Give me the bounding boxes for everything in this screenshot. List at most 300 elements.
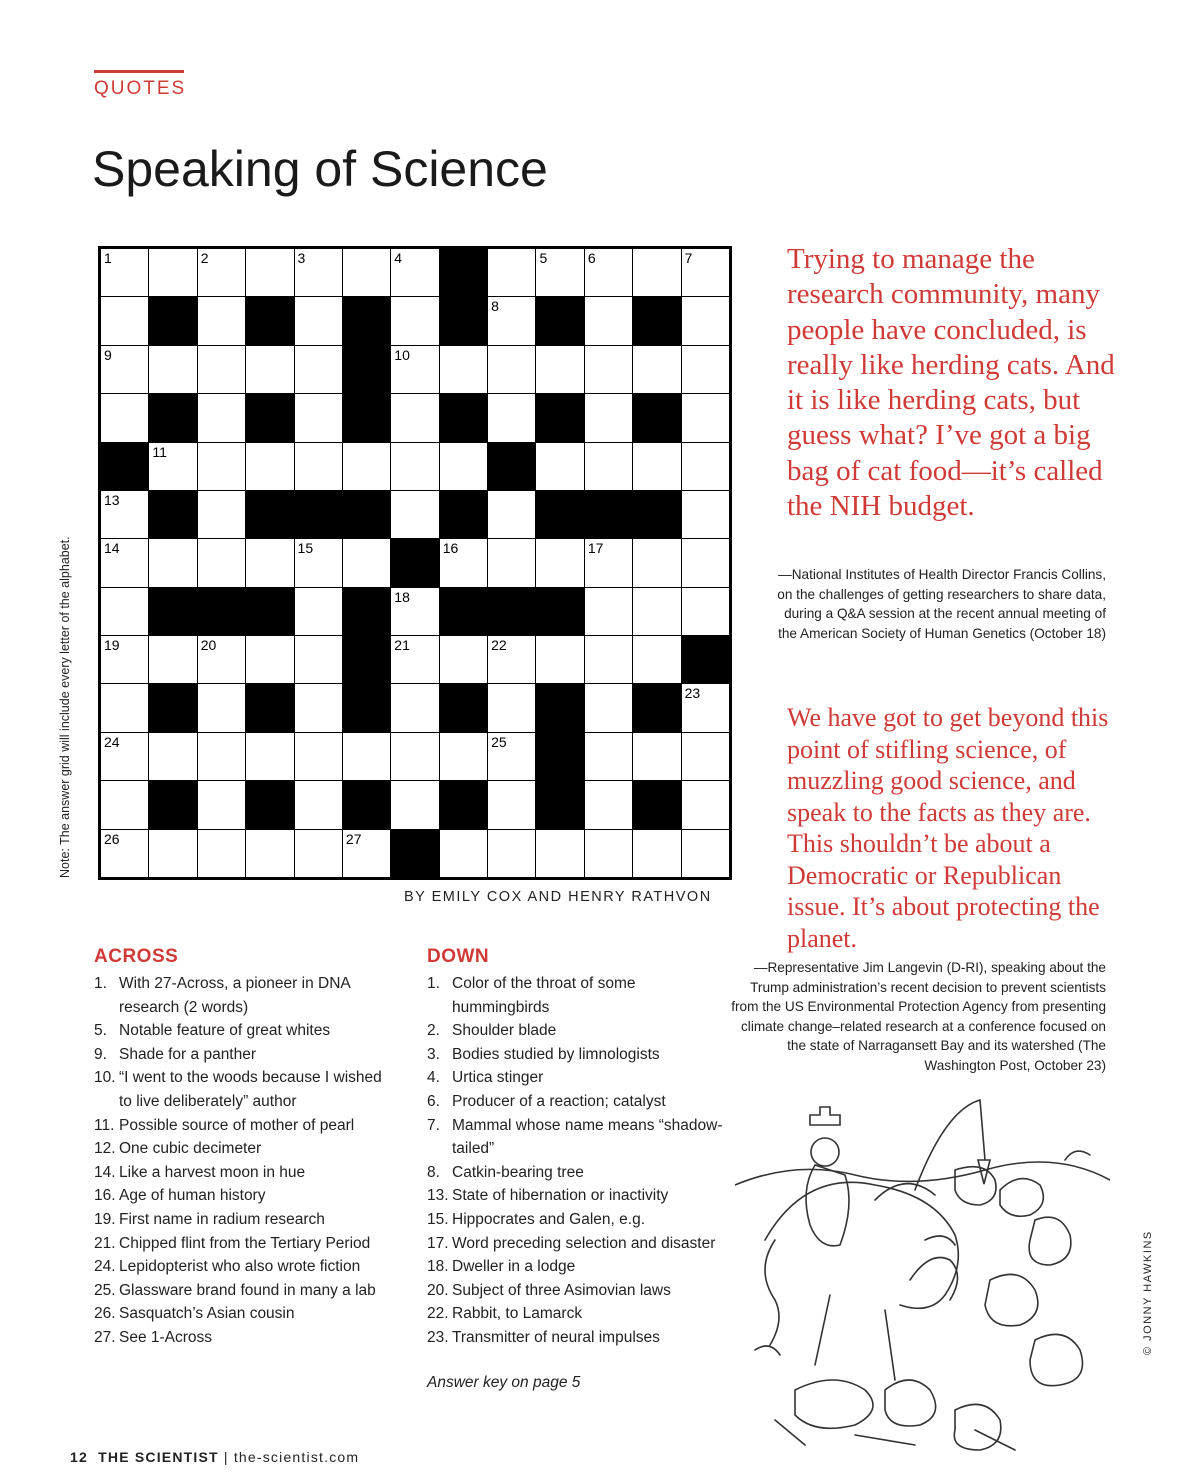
down-clue [427,1161,727,1185]
grid-cell[interactable] [585,249,632,296]
grid-black-square [101,443,148,490]
grid-cell[interactable] [488,684,535,731]
clue-number: 3. [427,1045,440,1063]
clue-number: 22. [427,1305,449,1323]
grid-cell[interactable] [295,636,342,683]
grid-black-square [440,684,487,731]
grid-cell[interactable] [101,346,148,393]
grid-cell[interactable] [682,781,729,828]
clue-number: 22 [491,637,507,654]
grid-cell[interactable] [246,830,293,877]
grid-cell[interactable] [585,781,632,828]
grid-black-square [246,394,293,441]
grid-black-square [633,491,680,538]
clue-number: 25. [94,1281,116,1299]
grid-cell[interactable] [585,297,632,344]
grid-cell[interactable] [391,394,438,441]
grid-cell[interactable] [633,830,680,877]
clue-text: Subject of three Asimovian laws [452,1281,671,1299]
grid-cell[interactable] [391,684,438,731]
clue-text: First name in radium research [119,1210,325,1228]
clue-text: Shoulder blade [452,1022,557,1040]
clue-number: 16 [442,540,459,557]
grid-cell[interactable] [295,249,342,296]
attribution-collins: —National Institutes of Health Director Francis Collins, on the challenges of getting researchers to share data, during a Q&A session at the recent annual meeting of the American Society of Human Genetics (October 18) [777,567,1106,641]
clue-text: Notable feature of great whites [119,1022,331,1040]
clue-number: 24. [94,1258,116,1276]
clue-text: Catkin-bearing tree [452,1163,584,1181]
grid-cell[interactable] [343,249,390,296]
clue-number: 2 [200,250,209,266]
clue-number: 20. [427,1281,449,1299]
grid-cell[interactable] [101,539,148,586]
grid-cell[interactable] [295,297,342,344]
clue-text: “I went to the woods because I wished to live deliberately” author [119,1069,382,1110]
grid-black-square [149,394,196,441]
grid-cell[interactable] [198,346,245,393]
grid-cell[interactable] [198,394,245,441]
across-clue [94,972,399,1019]
grid-cell[interactable] [682,297,729,344]
grid-cell[interactable] [633,636,680,683]
grid-black-square [633,781,680,828]
grid-cell[interactable] [585,684,632,731]
grid-black-square [343,346,390,393]
clue-number: 20 [200,637,217,654]
clue-text: Lepidopterist who also wrote fiction [119,1258,361,1276]
grid-cell[interactable] [585,636,632,683]
grid-black-square [343,781,390,828]
grid-cell[interactable] [536,346,583,393]
across-clue-list [94,972,399,1350]
grid-cell[interactable] [682,830,729,877]
grid-cell[interactable] [343,443,390,490]
across-clue [94,1114,399,1138]
grid-cell[interactable] [536,539,583,586]
grid-black-square [440,249,487,296]
grid-black-square [440,588,487,635]
grid-cell[interactable] [633,733,680,780]
grid-cell[interactable] [488,636,535,683]
section-rule [94,70,184,73]
grid-cell[interactable] [101,491,148,538]
grid-black-square [246,588,293,635]
quote-langevin: We have got to get beyond this point of stifling science, of muzzling good science, and speak to the facts as they are. This shouldn’t be about a Democratic or Republican issue. It’s about protecting the planet. [787,703,1109,953]
grid-cell[interactable] [536,249,583,296]
grid-cell[interactable] [633,588,680,635]
grid-black-square [343,588,390,635]
clue-text: See 1-Across [119,1328,213,1346]
clue-text: Shade for a panther [119,1045,257,1063]
grid-cell[interactable] [198,249,245,296]
grid-black-square [343,491,390,538]
across-clue [94,1161,399,1185]
footer-site: the-scientist.com [233,1449,360,1465]
grid-cell[interactable] [585,830,632,877]
grid-cell[interactable] [682,588,729,635]
clue-text: Bodies studied by limnologists [452,1045,660,1063]
clue-text: Word preceding selection and disaster [452,1234,716,1252]
clue-number: 18 [394,588,410,605]
grid-cell[interactable] [682,249,729,296]
grid-cell[interactable] [585,346,632,393]
down-clue-list [427,972,727,1350]
grid-cell[interactable] [149,830,196,877]
across-heading: ACROSS [94,946,179,967]
grid-cell[interactable] [295,346,342,393]
grid-black-square [633,394,680,441]
grid-cell[interactable] [101,297,148,344]
grid-cell[interactable] [295,394,342,441]
grid-cell[interactable] [149,539,196,586]
grid-cell[interactable] [295,781,342,828]
grid-cell[interactable] [101,781,148,828]
grid-black-square [149,297,196,344]
grid-cell[interactable] [682,346,729,393]
grid-cell[interactable] [101,249,148,296]
grid-cell[interactable] [633,249,680,296]
clue-number: 4. [427,1069,440,1087]
grid-cell[interactable] [295,539,342,586]
clue-number: 6. [427,1092,440,1110]
grid-cell[interactable] [488,733,535,780]
clue-number: 23. [427,1328,449,1346]
page-number: 12 [70,1449,88,1465]
grid-cell[interactable] [440,636,487,683]
clue-number: 25 [491,733,507,750]
grid-black-square [536,491,583,538]
across-clue [94,1232,399,1256]
down-clue [427,1090,727,1114]
grid-cell[interactable] [149,636,196,683]
grid-black-square [488,588,535,635]
grid-black-square [198,588,245,635]
grid-cell[interactable] [440,539,487,586]
grid-cell[interactable] [585,733,632,780]
grid-cell[interactable] [488,781,535,828]
grid-black-square [391,830,438,877]
grid-cell[interactable] [198,781,245,828]
clue-text: State of hibernation or inactivity [452,1187,669,1205]
clue-number: 13 [104,491,120,508]
clue-number: 12. [94,1140,116,1158]
grid-cell[interactable] [295,588,342,635]
grid-black-square [536,297,583,344]
clue-text: Hippocrates and Galen, e.g. [452,1210,646,1228]
grid-cell[interactable] [198,297,245,344]
clue-number: 5. [94,1022,107,1040]
clue-number: 8 [491,298,499,315]
illustration-credit: © JONNY HAWKINS [1142,1230,1154,1355]
grid-cell[interactable] [101,733,148,780]
grid-cell[interactable] [682,684,729,731]
grid-cell[interactable] [682,394,729,441]
grid-cell[interactable] [536,830,583,877]
clue-number: 15 [297,540,314,557]
grid-cell[interactable] [101,588,148,635]
down-clue [427,1019,727,1043]
grid-cell[interactable] [101,636,148,683]
down-clue [427,1043,727,1067]
grid-cell[interactable] [246,636,293,683]
grid-black-square [246,297,293,344]
grid-black-square [536,684,583,731]
grid-cell[interactable] [633,539,680,586]
across-clue [94,1279,399,1303]
clue-text: Mammal whose name means “shadow-tailed” [452,1116,723,1158]
clue-number: 9. [94,1045,107,1063]
grid-black-square [149,491,196,538]
attribution-langevin: —Representative Jim Langevin (D-RI), speaking about the Trump administration’s recent decision to prevent scientists from the US Environmental Protection Agency from presenting climate change–related research at a conference focused on the state of Narragansett Bay and its watershed (The Washington Post, October 23) [731,960,1106,1073]
clue-number: 21 [394,637,410,654]
clue-number: 13. [427,1187,449,1205]
grid-cell[interactable] [295,733,342,780]
grid-black-square [682,636,729,683]
clue-number: 17. [427,1234,449,1252]
grid-cell[interactable] [440,830,487,877]
across-clue [94,1019,399,1043]
clue-number: 3 [297,250,306,266]
grid-cell[interactable] [246,539,293,586]
clue-text: Glassware brand found in many a lab [119,1281,376,1299]
across-clue [94,1043,399,1067]
grid-cell[interactable] [391,249,438,296]
grid-cell[interactable] [536,443,583,490]
grid-cell[interactable] [391,346,438,393]
grid-cell[interactable] [149,346,196,393]
grid-black-square [440,491,487,538]
clue-number: 4 [394,250,403,266]
clue-text: Color of the throat of some hummingbirds [452,975,636,1016]
clue-number: 7. [427,1116,440,1134]
down-clue [427,1066,727,1090]
clue-number: 21. [94,1234,116,1252]
down-clue [427,1279,727,1303]
clue-text: Urtica stinger [452,1069,544,1087]
grid-black-square [440,394,487,441]
grid-cell[interactable] [391,588,438,635]
grid-cell[interactable] [682,539,729,586]
clue-text: One cubic decimeter [119,1140,262,1158]
grid-black-square [536,733,583,780]
clue-text: Like a harvest moon in hue [119,1163,306,1181]
clue-number: 1 [104,250,112,266]
grid-cell[interactable] [585,539,632,586]
grid-cell[interactable] [585,394,632,441]
grid-cell[interactable] [536,636,583,683]
clue-number: 23 [684,685,701,702]
clue-number: 1. [94,975,107,992]
clue-number: 19 [104,637,120,654]
grid-cell[interactable] [488,830,535,877]
grid-cell[interactable] [246,733,293,780]
grid-cell[interactable] [101,830,148,877]
grid-cell[interactable] [440,443,487,490]
grid-black-square [633,684,680,731]
across-clue [94,1208,399,1232]
grid-cell[interactable] [440,733,487,780]
grid-cell[interactable] [488,394,535,441]
clue-text: With 27-Across, a pioneer in DNA research (2 words) [119,975,350,1016]
grid-cell[interactable] [440,346,487,393]
page-title: Speaking of Science [92,141,548,197]
grid-cell[interactable] [682,491,729,538]
grid-black-square [343,394,390,441]
clue-number: 27. [94,1328,116,1346]
clue-number: 8. [427,1163,440,1181]
clue-number: 10. [94,1069,116,1087]
clue-text: Transmitter of neural impulses [452,1328,660,1346]
clue-number: 26 [104,830,120,847]
down-clue [427,1326,727,1350]
down-heading: DOWN [427,946,490,967]
grid-cell[interactable] [295,830,342,877]
grid-cell[interactable] [682,443,729,490]
clue-number: 7 [684,250,693,266]
grid-black-square [536,781,583,828]
grid-black-square [440,781,487,828]
clue-number: 18. [427,1258,449,1276]
grid-black-square [149,684,196,731]
grid-black-square [149,588,196,635]
clue-number: 5 [539,250,548,266]
down-clue [427,1232,727,1256]
grid-black-square [295,491,342,538]
grid-cell[interactable] [198,636,245,683]
down-clue [427,972,727,1019]
clue-text: Chipped flint from the Tertiary Period [119,1234,371,1252]
grid-black-square [488,443,535,490]
clue-number: 10 [394,346,410,363]
grid-cell[interactable] [488,249,535,296]
grid-cell[interactable] [101,394,148,441]
grid-cell[interactable] [682,733,729,780]
page-footer [70,1449,359,1465]
clue-number: 19. [94,1210,116,1228]
grid-cell[interactable] [391,443,438,490]
grid-note: Note: The answer grid will include every letter of the alphabet. [58,536,72,878]
answer-key-note: Answer key on page 5 [427,1374,581,1391]
clue-number: 12 [491,443,507,460]
grid-black-square [440,297,487,344]
clue-text: Sasquatch’s Asian cousin [119,1305,295,1323]
grid-black-square [536,394,583,441]
grid-black-square [585,491,632,538]
grid-black-square [343,684,390,731]
grid-cell[interactable] [149,733,196,780]
clue-number: 27 [345,830,362,847]
grid-cell[interactable] [149,249,196,296]
grid-black-square [391,539,438,586]
grid-cell[interactable] [343,830,390,877]
across-clue [94,1066,399,1113]
clue-number: 14. [94,1163,116,1181]
grid-cell[interactable] [391,733,438,780]
magazine-name: THE SCIENTIST [98,1449,219,1465]
clue-number: 6 [587,250,596,266]
grid-cell[interactable] [246,443,293,490]
across-clue [94,1302,399,1326]
clue-number: 16. [94,1187,116,1205]
across-clue [94,1326,399,1350]
grid-cell[interactable] [488,491,535,538]
grid-cell[interactable] [198,539,245,586]
grid-black-square [536,588,583,635]
cowboy-herding-cats-illustration [735,1090,1110,1465]
grid-cell[interactable] [295,443,342,490]
grid-cell[interactable] [246,346,293,393]
clue-number: 11. [94,1116,115,1134]
down-clue [427,1184,727,1208]
clue-number: 2. [427,1022,440,1040]
quote-collins: Trying to manage the research community, many people have concluded, is really like herding cats. And it is like herding cats, but guess what? I’ve got a big bag of cat food—it’s called the NIH budget. [787,243,1115,523]
grid-cell[interactable] [198,733,245,780]
grid-cell[interactable] [488,297,535,344]
grid-cell[interactable] [633,443,680,490]
clue-text: Producer of a reaction; catalyst [452,1092,666,1110]
grid-cell[interactable] [295,684,342,731]
grid-cell[interactable] [391,636,438,683]
grid-cell[interactable] [488,539,535,586]
grid-black-square [343,297,390,344]
grid-black-square [246,781,293,828]
grid-cell[interactable] [246,249,293,296]
clue-number: 9 [104,346,112,363]
grid-cell[interactable] [198,443,245,490]
grid-cell[interactable] [149,443,196,490]
grid-cell[interactable] [101,684,148,731]
clue-text: Age of human history [119,1187,266,1205]
section-label: QUOTES [94,78,187,99]
grid-cell[interactable] [198,684,245,731]
footer-separator: | [223,1449,229,1465]
across-clue [94,1184,399,1208]
grid-black-square [633,297,680,344]
clue-text: Rabbit, to Lamarck [452,1305,583,1323]
clue-number: 14 [104,540,120,557]
clue-number: 24 [104,733,120,750]
grid-cell[interactable] [198,491,245,538]
clue-text: Dweller in a lodge [452,1258,576,1276]
grid-black-square [343,636,390,683]
grid-cell[interactable] [391,491,438,538]
across-clue [94,1137,399,1161]
grid-cell[interactable] [633,346,680,393]
clue-text: Possible source of mother of pearl [119,1116,355,1134]
grid-cell[interactable] [391,297,438,344]
down-clue [427,1208,727,1232]
down-clue [427,1255,727,1279]
grid-black-square [246,491,293,538]
clue-number: 11 [152,443,167,460]
clue-number: 15. [427,1210,449,1228]
grid-cell[interactable] [343,539,390,586]
grid-cell[interactable] [343,733,390,780]
down-clue [427,1302,727,1326]
grid-cell[interactable] [585,588,632,635]
grid-black-square [246,684,293,731]
grid-cell[interactable] [488,346,535,393]
clue-number: 17 [587,540,604,557]
clue-number: 26. [94,1305,116,1323]
grid-cell[interactable] [585,443,632,490]
across-clue [94,1255,399,1279]
grid-cell[interactable] [198,830,245,877]
grid-black-square [149,781,196,828]
byline: BY EMILY COX AND HENRY RATHVON [404,889,712,905]
grid-cell[interactable] [391,781,438,828]
crossword-grid [98,246,732,880]
